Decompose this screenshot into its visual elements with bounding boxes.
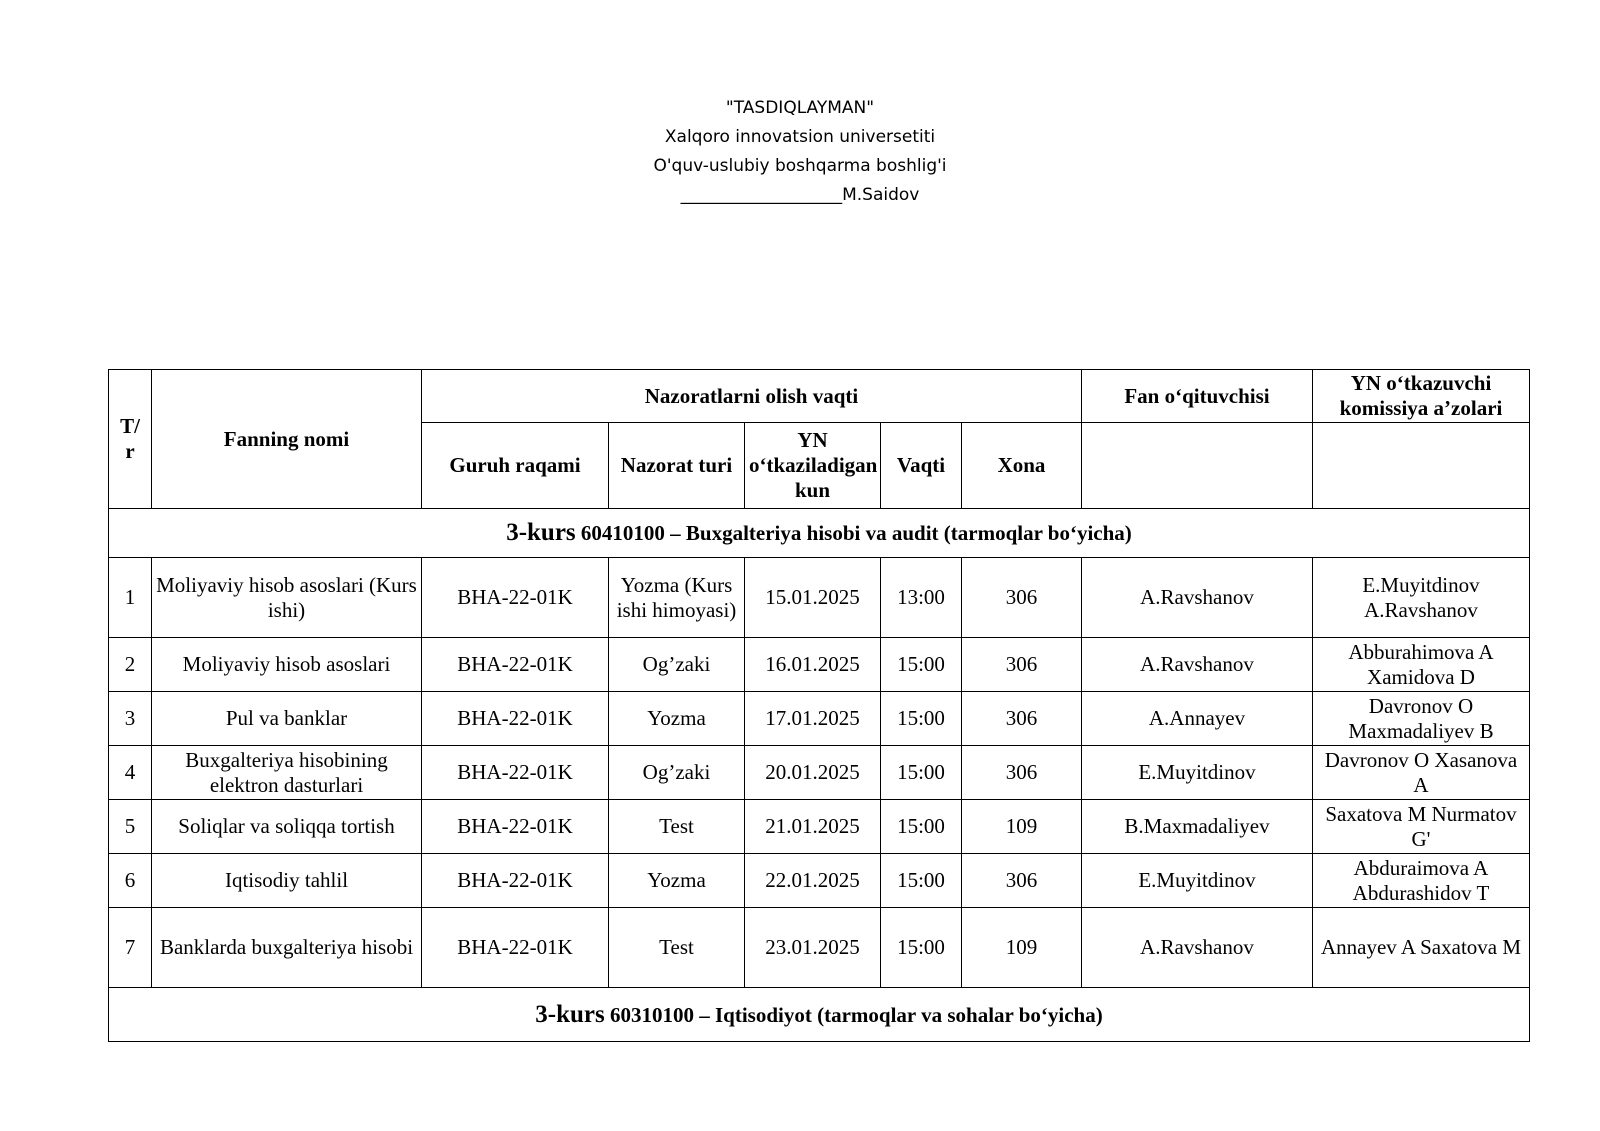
row-commission: Davronov O Maxmadaliyev B xyxy=(1313,692,1530,746)
row-subject: Moliyaviy hisob asoslari (Kurs ishi) xyxy=(152,558,422,638)
table-row xyxy=(109,854,1530,908)
approver-position: O'quv-uslubiy boshqarma boshlig'i xyxy=(653,156,947,176)
row-number: 7 xyxy=(109,908,152,988)
row-teacher: E.Muyitdinov xyxy=(1082,746,1313,800)
row-commission: Annayev A Saxatova M xyxy=(1313,908,1530,988)
row-group: BHA-22-01K xyxy=(422,854,609,908)
table-row xyxy=(109,746,1530,800)
table-row xyxy=(109,800,1530,854)
section-heading-1 xyxy=(109,509,1530,558)
header-group: Guruh raqami xyxy=(422,423,609,509)
row-group: BHA-22-01K xyxy=(422,692,609,746)
row-time: 13:00 xyxy=(881,558,962,638)
header-time: Vaqti xyxy=(881,423,962,509)
row-time: 15:00 xyxy=(881,800,962,854)
table-row xyxy=(109,692,1530,746)
row-subject: Buxgalteriya hisobining elektron dasturlari xyxy=(152,746,422,800)
row-date: 22.01.2025 xyxy=(745,854,881,908)
exam-schedule-table xyxy=(108,369,1530,1042)
row-commission: E.Muyitdinov A.Ravshanov xyxy=(1313,558,1530,638)
row-time: 15:00 xyxy=(881,908,962,988)
university-name: Xalqoro innovatsion universetiti xyxy=(664,127,936,147)
header-tr: T/ r xyxy=(109,370,152,509)
header-exam-day: YN o‘tkaziladigan kun xyxy=(745,423,881,509)
row-teacher: A.Ravshanov xyxy=(1082,908,1313,988)
section-heading-2 xyxy=(109,988,1530,1042)
row-subject: Moliyaviy hisob asoslari xyxy=(152,638,422,692)
header-room: Xona xyxy=(962,423,1082,509)
row-control-type: Yozma xyxy=(609,692,745,746)
row-number: 4 xyxy=(109,746,152,800)
row-date: 23.01.2025 xyxy=(745,908,881,988)
header-teacher-empty xyxy=(1082,423,1313,509)
row-group: BHA-22-01K xyxy=(422,908,609,988)
row-control-type: Og’zaki xyxy=(609,746,745,800)
row-subject: Iqtisodiy tahlil xyxy=(152,854,422,908)
row-commission: Abduraimova A Abdurashidov T xyxy=(1313,854,1530,908)
row-teacher: A.Annayev xyxy=(1082,692,1313,746)
row-teacher: E.Muyitdinov xyxy=(1082,854,1313,908)
table-row xyxy=(109,638,1530,692)
row-group: BHA-22-01K xyxy=(422,638,609,692)
row-control-type: Test xyxy=(609,908,745,988)
row-group: BHA-22-01K xyxy=(422,800,609,854)
row-control-type: Yozma xyxy=(609,854,745,908)
row-number: 2 xyxy=(109,638,152,692)
section-course: 3-kurs xyxy=(506,519,576,546)
row-commission: Abburahimova A Xamidova D xyxy=(1313,638,1530,692)
row-room: 306 xyxy=(962,638,1082,692)
approver-signature-line: ___________________M.Saidov xyxy=(680,185,920,205)
row-time: 15:00 xyxy=(881,692,962,746)
row-teacher: A.Ravshanov xyxy=(1082,558,1313,638)
header-subject: Fanning nomi xyxy=(152,370,422,509)
header-control-type: Nazorat turi xyxy=(609,423,745,509)
row-control-type: Test xyxy=(609,800,745,854)
row-date: 21.01.2025 xyxy=(745,800,881,854)
row-commission: Saxatova M Nurmatov G' xyxy=(1313,800,1530,854)
row-room: 306 xyxy=(962,558,1082,638)
row-date: 20.01.2025 xyxy=(745,746,881,800)
row-teacher: A.Ravshanov xyxy=(1082,638,1313,692)
row-room: 306 xyxy=(962,854,1082,908)
row-room: 109 xyxy=(962,908,1082,988)
table-row xyxy=(109,558,1530,638)
row-date: 15.01.2025 xyxy=(745,558,881,638)
row-group: BHA-22-01K xyxy=(422,558,609,638)
header-teacher: Fan o‘qituvchisi xyxy=(1082,370,1313,423)
row-room: 306 xyxy=(962,692,1082,746)
row-number: 5 xyxy=(109,800,152,854)
row-time: 15:00 xyxy=(881,746,962,800)
row-room: 109 xyxy=(962,800,1082,854)
row-subject: Banklarda buxgalteriya hisobi xyxy=(152,908,422,988)
row-time: 15:00 xyxy=(881,638,962,692)
row-date: 17.01.2025 xyxy=(745,692,881,746)
row-group: BHA-22-01K xyxy=(422,746,609,800)
header-commission: YN o‘tkazuvchi komissiya a’zolari xyxy=(1313,370,1530,423)
row-date: 16.01.2025 xyxy=(745,638,881,692)
row-teacher: B.Maxmadaliyev xyxy=(1082,800,1313,854)
row-number: 1 xyxy=(109,558,152,638)
row-number: 3 xyxy=(109,692,152,746)
header-commission-empty xyxy=(1313,423,1530,509)
row-subject: Soliqlar va soliqqa tortish xyxy=(152,800,422,854)
row-room: 306 xyxy=(962,746,1082,800)
section-title: 60310100 – Iqtisodiyot (tarmoqlar va sohalar bo‘yicha) xyxy=(609,1002,1103,1027)
section-row xyxy=(109,509,1530,558)
row-control-type: Og’zaki xyxy=(609,638,745,692)
table-row xyxy=(109,908,1530,988)
section-title: 60410100 – Buxgalteriya hisobi va audit (tarmoqlar bo‘yicha) xyxy=(580,521,1132,545)
row-number: 6 xyxy=(109,854,152,908)
row-subject: Pul va banklar xyxy=(152,692,422,746)
approval-title: "TASDIQLAYMAN" xyxy=(725,98,875,118)
header-control-time: Nazoratlarni olish vaqti xyxy=(422,370,1082,423)
section-row xyxy=(109,988,1530,1042)
section-course: 3-kurs xyxy=(535,1000,605,1028)
row-control-type: Yozma (Kurs ishi himoyasi) xyxy=(609,558,745,638)
row-commission: Davronov O Xasanova A xyxy=(1313,746,1530,800)
approval-block xyxy=(0,94,1600,210)
row-time: 15:00 xyxy=(881,854,962,908)
